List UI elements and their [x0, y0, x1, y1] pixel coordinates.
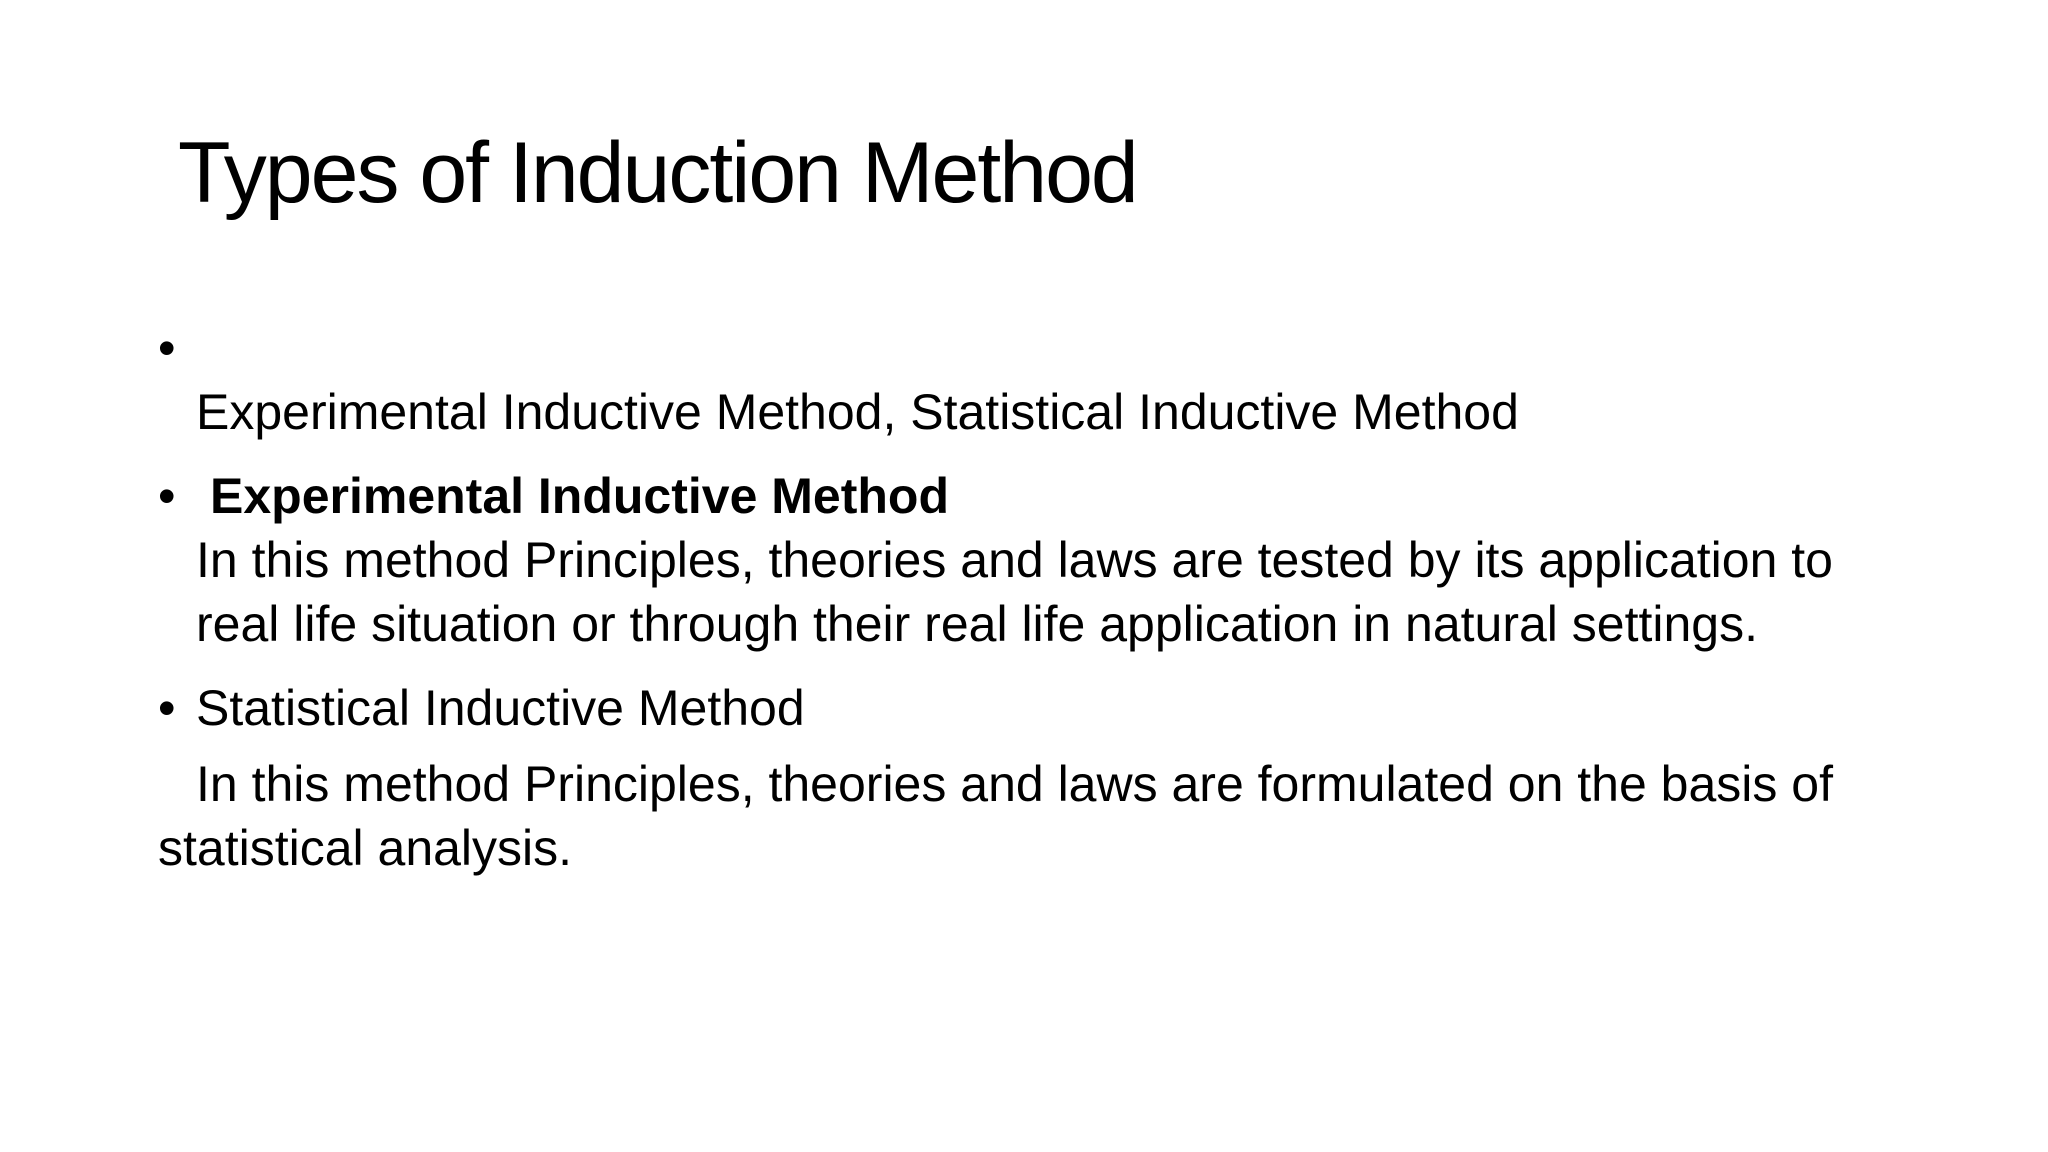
bullet-item-experimental	[158, 464, 1918, 656]
bullet-body: Experimental Inductive Method, Statistical Inductive Method	[196, 384, 1519, 440]
slide-content	[158, 316, 1918, 880]
bullet-icon: •	[158, 680, 176, 736]
bullet-icon: •	[158, 320, 176, 376]
bullet-heading	[196, 316, 1918, 380]
bullet-icon: •	[158, 468, 176, 524]
closing-paragraph: In this method Principles, theories and laws are formulated on the basis of statistical analysis.	[158, 756, 1833, 876]
bullet-item-overview	[158, 316, 1918, 444]
slide-title: Types of Induction Method	[178, 125, 1137, 221]
bullet-body: In this method Principles, theories and laws are tested by its application to real life situation or through their real life application in natural settings.	[196, 532, 1833, 652]
bullet-heading: Statistical Inductive Method	[196, 680, 805, 736]
bullet-heading: Experimental Inductive Method	[210, 468, 950, 524]
bullet-item-statistical	[158, 676, 1918, 740]
